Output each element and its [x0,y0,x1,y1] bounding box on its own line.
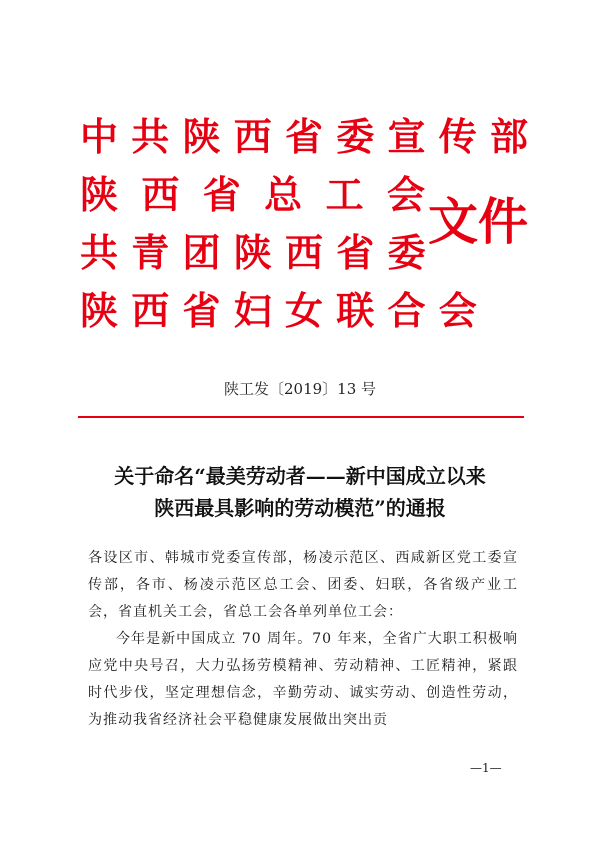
page-number: —1— [470,761,502,775]
document-body [88,545,518,734]
document-title [40,460,560,524]
issuer-line: 共 青 团 陕 西 省 委 [80,230,426,275]
body-paragraph: 今年是新中国成立 70 周年。70 年来，全省广大职工积极响应党中央号召，大力弘扬劳模精神、劳动精神、工匠精神，紧跟时代步伐，坚定理想信念，辛勤劳动、诚实劳动、创造性劳动，为推动我省经济社会平稳健康发展做出突出贡 [88,631,518,728]
title-line-2: 陕西最具影响的劳动模范”的通报 [154,496,446,520]
issuer-line: 陕 西 省 妇 女 联 合 会 [80,288,477,333]
red-divider-line [78,416,524,418]
file-label: 文件 [428,192,528,251]
document-number: 陕工发〔2019〕13 号 [223,380,377,398]
title-line-1: 关于命名“最美劳动者——新中国成立以来 [114,464,486,488]
addressees-paragraph: 各设区市、韩城市党委宣传部，杨凌示范区、西咸新区党工委宣传部，各市、杨凌示范区总工会、团委、妇联，各省级产业工会，省直机关工会，省总工会各单列单位工会： [88,550,518,620]
issuer-line: 陕 西 省 总 工 会 [80,172,425,217]
issuer-line: 中 共 陕 西 省 委 宣 传 部 [80,114,529,159]
